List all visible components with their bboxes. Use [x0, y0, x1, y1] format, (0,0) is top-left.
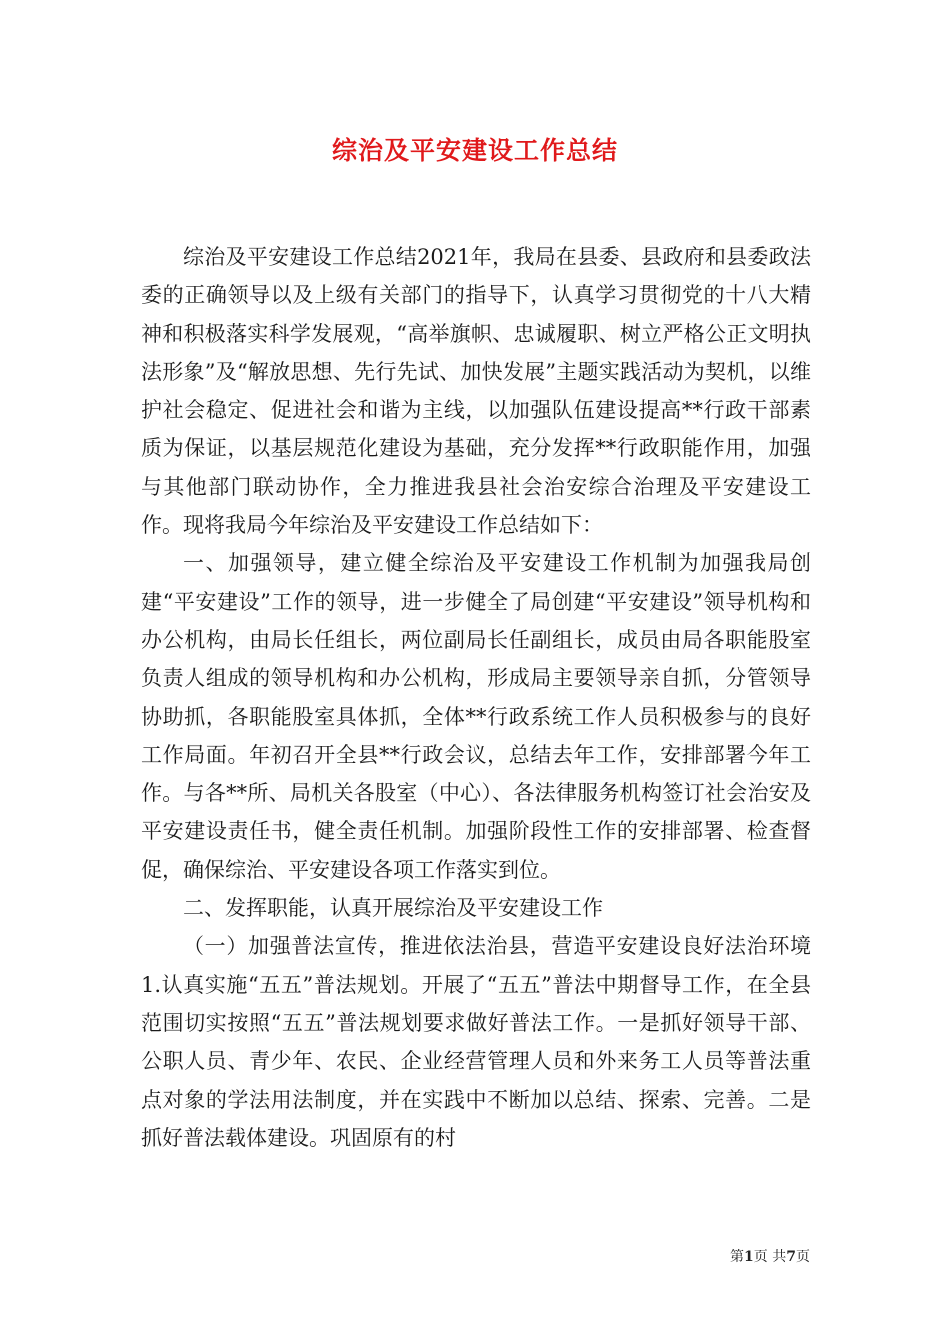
page-number-footer [730, 1247, 810, 1267]
document-body [141, 238, 811, 1157]
footer-prefix: 第 [730, 1249, 745, 1265]
footer-middle: 页 共 [753, 1249, 787, 1265]
footer-current-page: 1 [744, 1249, 754, 1265]
paragraph-subsection-1: （一）加强普法宣传，推进依法治县，营造平安建设良好法治环境1.认真实施“五五”普法规划。开展了“五五”普法中期督导工作，在全县范围切实按照“五五”普法规划要求做好普法工作。一是抓好领导干部、公职人员、青少年、农民、企业经营管理人员和外来务工人员等普法重点对象的学法用法制度，并在实践中不断加以总结、探索、完善。二是抓好普法载体建设。巩固原有的村 [141, 934, 811, 1150]
paragraph-section-1: 一、加强领导，建立健全综治及平安建设工作机制为加强我局创建“平安建设”工作的领导，进一步健全了局创建“平安建设”领导机构和办公机构，由局长任组长，两位副局长任副组长，成员由局各职能股室负责人组成的领导机构和办公机构，形成局主要领导亲自抓，分管领导协助抓，各职能股室具体抓，全体**行政系统工作人员积极参与的良好工作局面。年初召开全县**行政会议，总结去年工作，安排部署今年工作。与各**所、局机关各股室（中心）、各法律服务机构签订社会治安及平安建设责任书，健全责任机制。加强阶段性工作的安排部署、检查督促，确保综治、平安建设各项工作落实到位。 [141, 551, 811, 882]
paragraph-section-2-heading: 二、发挥职能，认真开展综治及平安建设工作 [183, 896, 603, 921]
document-title: 综治及平安建设工作总结 [331, 136, 618, 165]
paragraph-intro: 综治及平安建设工作总结2021年，我局在县委、县政府和县委政法委的正确领导以及上级有关部门的指导下，认真学习贯彻党的十八大精神和积极落实科学发展观，“高举旗帜、忠诚履职、树立严格公正文明执法形象”及“解放思想、先行先试、加快发展”主题实践活动为契机，以维护社会稳定、促进社会和谐为主线，以加强队伍建设提高**行政干部素质为保证，以基层规范化建设为基础，充分发挥**行政职能作用，加强与其他部门联动协作，全力推进我县社会治安综合治理及平安建设工作。现将我局今年综治及平安建设工作总结如下： [141, 245, 811, 538]
footer-suffix: 页 [796, 1249, 810, 1265]
footer-total-pages: 7 [786, 1249, 796, 1265]
